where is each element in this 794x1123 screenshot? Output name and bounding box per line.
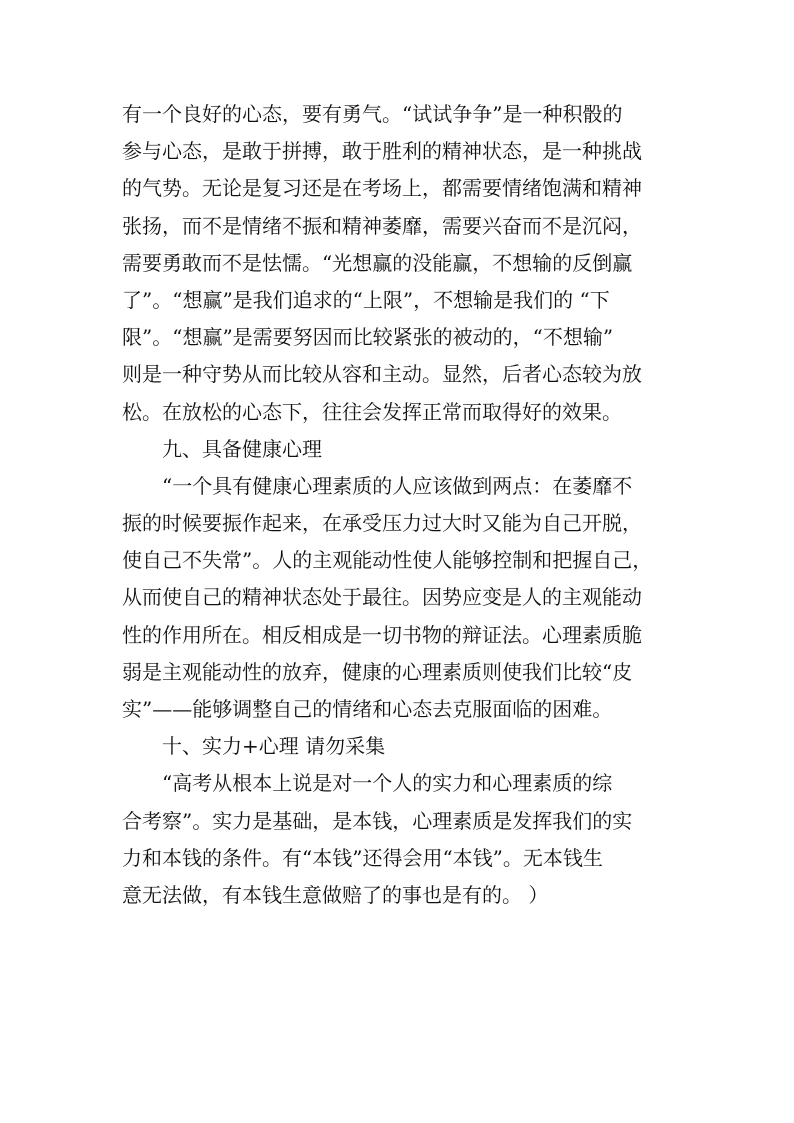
text-line: 九、具备健康心理	[162, 436, 322, 461]
text-line: 意无法做，有本钱生意做赔了的事也是有的。 ）	[122, 882, 549, 907]
document-body	[122, 96, 682, 914]
text-line: “一个具有健康心理素质的人应该做到两点：在萎靡不	[162, 473, 633, 498]
text-line: 松。在放松的心态下，往往会发挥正常而取得好的效果。	[122, 399, 622, 424]
text-line: 参与心态，是敢于拼搏，敢于胜利的精神状态，是一种挑战	[122, 139, 642, 164]
text-line: 性的作用所在。相反相成是一切书物的辩证法。心理素质脆	[122, 622, 642, 647]
text-line: 实”——能够调整自己的情绪和心态去克服面临的困难。	[122, 697, 613, 721]
text-line: 振的时候要振作起来，在承受压力过大时又能为自己开脱，	[122, 511, 642, 536]
text-line: 弱是主观能动性的放弃，健康的心理素质则使我们比较“皮	[122, 659, 633, 684]
text-line: 合考察”。实力是基础，是本钱，心理素质是发挥我们的实	[122, 808, 633, 833]
text-line: 十、实力+心理 请勿采集	[162, 734, 386, 759]
text-line: 需要勇敢而不是怯懦。“光想赢的没能赢，不想输的反倒赢	[122, 250, 633, 275]
text-line: 有一个良好的心态，要有勇气。“试试争争”是一种积骰的	[122, 102, 623, 126]
text-line: 张扬，而不是情绪不振和精神萎靡，需要兴奋而不是沉闷，	[122, 213, 642, 238]
text-line: “高考从根本上说是对一个人的实力和心理素质的综	[162, 771, 613, 796]
text-line: 了”。“想赢”是我们追求的“上限”，不想输是我们的 “下	[122, 287, 610, 312]
text-line: 从而使自己的精神状态处于最往。因势应变是人的主观能动	[122, 585, 642, 610]
text-line: 力和本钱的条件。有“本钱”还得会用“本钱”。无本钱生	[122, 845, 603, 870]
text-line: 限”。“想赢”是需要努因而比较紧张的被动的，“不想输”	[122, 325, 614, 350]
text-line: 的气势。无论是复习还是在考场上，都需要情绪饱满和精神	[122, 176, 642, 201]
text-line: 则是一种守势从而比较从容和主动。显然，后者心态较为放	[122, 362, 642, 387]
text-line: 使自己不失常”。人的主观能动性使人能够控制和把握自己，	[122, 548, 653, 573]
